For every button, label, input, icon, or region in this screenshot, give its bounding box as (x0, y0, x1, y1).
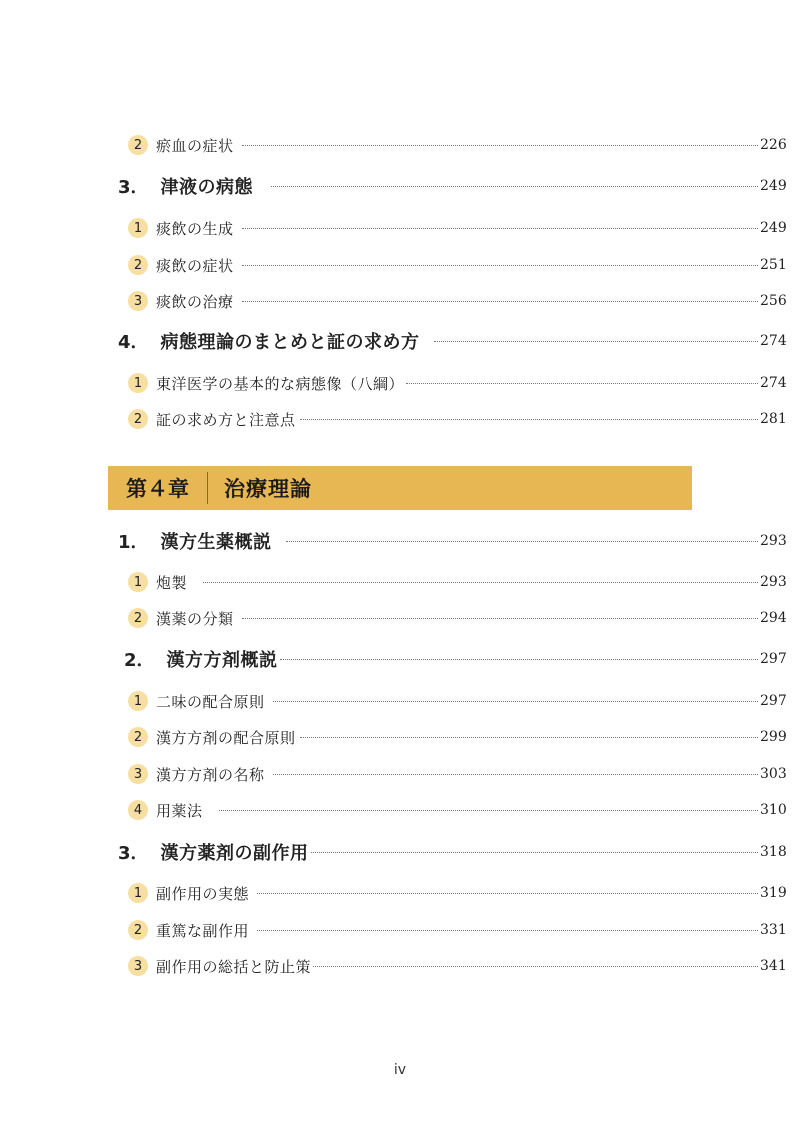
toc-entry (0, 953, 800, 979)
entry-number-badge: 1 (128, 691, 148, 711)
toc-entry (0, 688, 800, 714)
section-title: 漢方生薬概説 (160, 532, 272, 553)
entry-number-badge: 1 (128, 883, 148, 903)
entry-page: 331 (760, 922, 787, 938)
entry-page: 297 (760, 693, 787, 709)
entry-page: 297 (760, 651, 787, 667)
entry-page: 256 (760, 293, 787, 309)
entry-number-badge: 3 (128, 764, 148, 784)
section-title: 病態理論のまとめと証の求め方 (160, 332, 420, 353)
toc-section (0, 839, 800, 865)
section-title: 漢方薬剤の副作用 (160, 843, 309, 864)
dot-leader (242, 265, 758, 266)
dot-leader (242, 228, 758, 229)
dot-leader (273, 774, 758, 775)
entry-title: 東洋医学の基本的な病態像（八綱） (156, 374, 405, 393)
entry-title: 痰飲の症状 (156, 256, 234, 275)
dot-leader (242, 618, 758, 619)
dot-leader (406, 383, 758, 384)
entry-page: 281 (760, 411, 787, 427)
entry-page: 303 (760, 766, 787, 782)
section-number: 4． (118, 332, 149, 353)
dot-leader (311, 852, 758, 853)
entry-title: 漢薬の分類 (156, 609, 234, 628)
dot-leader (257, 893, 758, 894)
toc-entry (0, 797, 800, 823)
toc-entry (0, 288, 800, 314)
entry-page: 249 (760, 220, 787, 236)
toc-entry (0, 724, 800, 750)
chapter-number: 第４章 (126, 477, 189, 501)
entry-title: 漢方方剤の名称 (156, 765, 265, 784)
entry-page: 341 (760, 958, 787, 974)
dot-leader (219, 810, 758, 811)
entry-title: 二味の配合原則 (156, 692, 265, 711)
dot-leader (203, 582, 758, 583)
entry-number-badge: 3 (128, 291, 148, 311)
entry-title: 痰飲の生成 (156, 219, 234, 238)
entry-page: 293 (760, 574, 787, 590)
entry-number-badge: 2 (128, 255, 148, 275)
entry-title: 副作用の総括と防止策 (156, 957, 312, 976)
entry-title: 漢方方剤の配合原則 (156, 728, 296, 747)
section-number: 3． (118, 177, 149, 198)
dot-leader (313, 966, 758, 967)
dot-leader (271, 186, 758, 187)
entry-page: 251 (760, 257, 787, 273)
chapter-heading (108, 466, 692, 510)
chapter-title: 治療理論 (224, 477, 312, 501)
entry-page: 226 (760, 137, 787, 153)
entry-page: 274 (760, 333, 787, 349)
entry-title: 痰飲の治療 (156, 292, 234, 311)
toc-entry (0, 917, 800, 943)
section-number: 3． (118, 843, 149, 864)
entry-title: 用薬法 (156, 801, 203, 820)
entry-title: 重篤な副作用 (156, 921, 250, 940)
dot-leader (280, 659, 758, 660)
toc-section (0, 173, 800, 199)
toc-entry (0, 370, 800, 396)
toc-entry (0, 406, 800, 432)
dot-leader (257, 930, 758, 931)
entry-number-badge: 2 (128, 920, 148, 940)
section-title: 漢方方剤概説 (166, 650, 278, 671)
entry-title: 副作用の実態 (156, 884, 250, 903)
entry-number-badge: 1 (128, 572, 148, 592)
entry-title: 証の求め方と注意点 (156, 410, 296, 429)
entry-title: 炮製 (156, 573, 188, 592)
entry-page: 299 (760, 729, 787, 745)
entry-number-badge: 1 (128, 218, 148, 238)
dot-leader (286, 541, 758, 542)
toc-entry (0, 605, 800, 631)
entry-page: 294 (760, 610, 787, 626)
toc-section (0, 528, 800, 554)
dot-leader (242, 145, 758, 146)
entry-title: 瘀血の症状 (156, 136, 234, 155)
dot-leader (300, 737, 758, 738)
entry-number-badge: 2 (128, 409, 148, 429)
toc-entry (0, 880, 800, 906)
entry-number-badge: 2 (128, 727, 148, 747)
entry-page: 274 (760, 375, 787, 391)
entry-page: 293 (760, 533, 787, 549)
section-number: 2． (124, 650, 155, 671)
toc-section (0, 328, 800, 354)
section-title: 津液の病態 (160, 177, 254, 198)
section-number: 1． (118, 532, 149, 553)
dot-leader (242, 301, 758, 302)
entry-number-badge: 2 (128, 608, 148, 628)
entry-page: 319 (760, 885, 787, 901)
toc-section (0, 646, 800, 672)
chapter-divider (207, 472, 208, 504)
entry-number-badge: 4 (128, 800, 148, 820)
entry-number-badge: 1 (128, 373, 148, 393)
entry-page: 318 (760, 844, 787, 860)
page-number: iv (393, 1062, 407, 1078)
dot-leader (300, 419, 758, 420)
entry-page: 249 (760, 178, 787, 194)
entry-number-badge: 2 (128, 135, 148, 155)
entry-number-badge: 3 (128, 956, 148, 976)
toc-entry (0, 215, 800, 241)
dot-leader (434, 341, 758, 342)
dot-leader (273, 701, 758, 702)
toc-entry (0, 569, 800, 595)
entry-page: 310 (760, 802, 787, 818)
toc-entry (0, 132, 800, 158)
toc-entry (0, 252, 800, 278)
toc-entry (0, 761, 800, 787)
